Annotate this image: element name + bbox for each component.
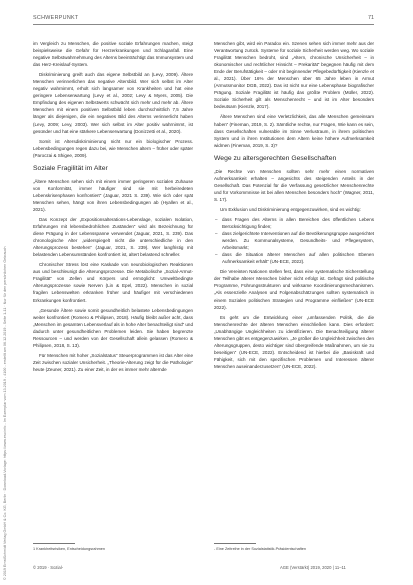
footnote-right: - Eine Zeitreihe in der Sozialstatistik-Präsidentschaften: [214, 547, 307, 551]
paragraph: „Ältere Menschen sehen sich mit einem immer geringeren sozialen Zuhause von Konformität, immer häufiger sind sie mit herbeiredeten Lebenskrisenphasen konfrontiert“ (Jaguar, 2021 S. 239). Wie sich oder spät Menschen sehen, hängt von ihren Lebensbedingungen ab (Hyallen et al., 2021).: [33, 178, 193, 212]
footnote-rule: [214, 543, 256, 544]
footer-right: AGE (Verstärkt) 2019, 2020 | 11–11: [280, 565, 346, 570]
paragraph: Die Vereinten Nationen stellen fest, dass eine systematische Sicherstellung der Teilhabe älterer Menschen bisher nicht erfolgt ist. Gefragt sind politische Programme, Führungsstrukturen und wirksame Koordinierungsmechanismen. „Als essenzielle Analysen und Folgenabschätzungen sollten systematisch in einem Sozialen politischen Strategien und Programme einfließen“ (UN-ECE 2022).: [214, 269, 374, 310]
paragraph: Das Konzept der „Expositionsalterations-Lebenslage, sozialen Isolation, Erfahrungen mit lebensbedrohlichen Zuständen“ wird als Bezeichnung für diese Prägung in der Lebensspanne verwendet (Jaguar, 2021, S. 239). Das chronologische Alter „widerspiegelt nicht die unterschiedliche in den Alterungsprozess bestehen“ (Jaguar, 2021, S. 239). Wer langfristig mit belastenden Lebensumständen konfrontiert ist, altert belastend schneller.: [33, 216, 193, 258]
footnote-left: 1 Krankheitsrisiken, Entscheidungsrahmen: [33, 547, 105, 551]
paragraph: Um Exklusion und Diskriminierung entgegenzuwirken, sind es wichtig:: [220, 206, 361, 212]
paragraph: „Die Rechte von Menschen sollten sehr mehr einen normativen Aufmerksamkeit erhalten – angesichts des steigenden Anteils in der Gesellschaft. Das Potenzial für die Verfassung gesetzlicher Menschenrechte und für Vorkommnisse ist bei allen Menschen besonders hoch“ (Wagner, 2011, S. 17).: [214, 168, 374, 202]
header-rule: [33, 24, 374, 25]
footnote-rule: [33, 543, 75, 544]
paragraph: Menschen gibt, wird ein Paradox ein. Szenen sehen sich immer mehr aus der Verantwortung zurück. Systeme für soziale Sicherheit werden weg. Wo soziale Fragilität Menschen bedroht, sind „Altern, chronische Unsicherheit – in ökonomischer und rechtlicher Hinsicht – Prekarität“ begegnen häufig mit dem Ende der Berufstätigkeit – oder mit beginnender Pflegebedürftigkeit (Kienzle et al., 2021). Über 16% der Menschen über 65 Jahre leben in Armut (Armutsmonitor DGB, 2022). Das ist nicht nur eine Lebensphase biografischer Prägung. Soziale Fragilität ist häufig das größte Problem (Müller, 2022). Soziale Sicherheit gilt als Menschenrecht – und ist im Alter besonders bedeutsam (Kienzle, 2017).: [214, 41, 374, 110]
bullet-list: [214, 216, 374, 265]
paragraph: Somit ist Altersdiskriminierung nicht nur ein biologischer Prozess. Lebensbedingungen regen dazu bei, wie Menschen altern – früher oder später (Paroczai & Shigee, 2009).: [33, 138, 193, 158]
section-heading: Wege zu altersgerechten Gesellschaften: [214, 154, 337, 162]
paragraph: Für Menschen mit hoher „Sozialstatus“ Steuerprogrammen ist das Alter eine Zeit zwischen sozialer Unsicherheit. „Theorie-Alterung zeigt für die Pathologie“ heute (Zeuner, 2021). Zu einer Zeit, in der es immer mehr alternde: [33, 352, 193, 372]
page-number: 71: [368, 15, 374, 21]
paragraph: Diskriminierung greift auch das eigene Selbstbild an (Levy, 2009). Ältere Menschen verinnerlichen das negative Altersbild. Wer sich selbst im Alter negativ wahrnimmt, erholt sich langsamer von Krankheiten und hat eine geringere Lebenserwartung (Levy et al., 2002; Levy & Myers, 2005). Die Empfindung des eigenen Selbstwerts schwächt sich mehr und mehr ab. Ältere Menschen mit einem positiven Selbstbild leben durchschnittlich 7,5 Jahre länger als diejenigen, die ein negatives Bild des Alterns verinnerlicht haben (Levy, 2009; Levy, 2003). Wer sich selbst im Alter positiv wahrnimmt, ist gesünder und hat eine stärkere Lebenserwartung (Donizzetti et al., 2020).: [33, 72, 193, 134]
right-column: [214, 40, 374, 373]
list-item: – dass Fragen des Alterns in allen Bereichen des öffentlichen Lebens Berücksichtigung finden;: [222, 216, 374, 230]
paragraph: „Gesunde Ältere sowie somit gesundheitlich belastete Lebensbedingungen weiter konfrontiert (Romero & Philipsen, 2018). Häufig bleibt außer acht, dass „Menschen im gesamten Lebensverlauf als in hohe Alter benachteiligt sind“ und dadurch unter gesundheitlichen Problemen leiden. Sie haben begrenzte Ressourcen – und werden von der Gesellschaft allein gelassen (Romero & Philipsen, 2018, S. 13).: [33, 307, 193, 348]
paragraph: Ältere Menschen sind eine Verletzlichkeit, das alle Menschen gemeinsam haben“ (Fineman, 2019, S. 2). Sämtliche rechte, nur Fragen, Wie kann es sein, dass Gesellschaften vulnerable im Sinne Verlustraum, in ihrem politischen System und in ihren Institutionen dem Altern keine höhere Aufmerksamkeit widmen (Fineman, 2019, S. 3)?: [214, 114, 374, 148]
paragraph: im Vergleich zu Menschen, die positive soziale Erfahrungen machen, steigt beispielsweise die Gefahr für Herzerkrankungen und Schlaganfall. Eine negative Selbstwahrnehmung des Alterns beeinträchtigt das Immunsystem und das Herz-Kreislauf-System.: [33, 41, 193, 68]
paragraph: Es geht um die Entwicklung einer „umfassenden Politik, die die Menschenrechte der älteren Menschen einschließen kann. Dies erfordert: „Unabhängige Ungleichheiten zu identifizieren. Die Benachteiligung älterer Menschen gibt es entgegenzuwirken. „Je größer die Ungleichheit zwischen den Alterungsgruppen, desto wichtiger sind übergreifende Maßnahmen, um sie zu beseitigen“ (UN-ECE, 2022). Entscheidend ist hierbei die „Basiskraft und Fähigkeit, sich mit den spezifischen Problemen und Interessen älterer Menschen auseinanderzusetzen“ (UN-ECE, 2022).: [214, 314, 374, 369]
list-item: – dass zielgerichtete Interventionen auf die Bevölkerungsgruppe ausgerichtet werden. Zu Kommunalsysteme, Gesundheits- und Pflegesystem, Arbeitsmarkt;: [222, 230, 374, 251]
copyright-sidebar: [3, 40, 10, 580]
copyright-sidebar-text: © 2019 ErnstSchmidt Verlag GmbH & Co. KG, Berlin · Download-Vorlage: https://www.esv.info - Im Exemplar vom 13.2019 - 4100 - erstellt am 06.12.2019 - Seite 1-11 · Nur für den persönlichen Gebrauch: [3, 246, 7, 580]
paragraph: Chronischer Stress löst eine Kaskade von neurobiologischen Reaktionen aus und beschleunigt die Alterungsprozesse. Die Metabolische „Sozial-Armut-Fragilität“ von Zellen und Körpers und ermöglicht: Umweltbedingte Alterungsprozesse sowie Nerven (Lin & Epel, 2022). Menschen in sozial fragilen Lebenswelten erkranken früher und häufiger mit verschiedenen Erkrankungen konfrontiert.: [33, 262, 193, 303]
footer-left: © 2019 · Sozial-: [33, 565, 64, 570]
section-heading: Soziale Fragilität im Alter: [33, 164, 108, 172]
list-item: – dass die Situation älterer Menschen auf allen politischen Ebenen Aufmerksamkeit erhält“ (UN-ECE, 2022).: [222, 251, 374, 265]
left-column: [33, 40, 193, 376]
running-header: SCHWERPUNKT: [33, 15, 79, 21]
